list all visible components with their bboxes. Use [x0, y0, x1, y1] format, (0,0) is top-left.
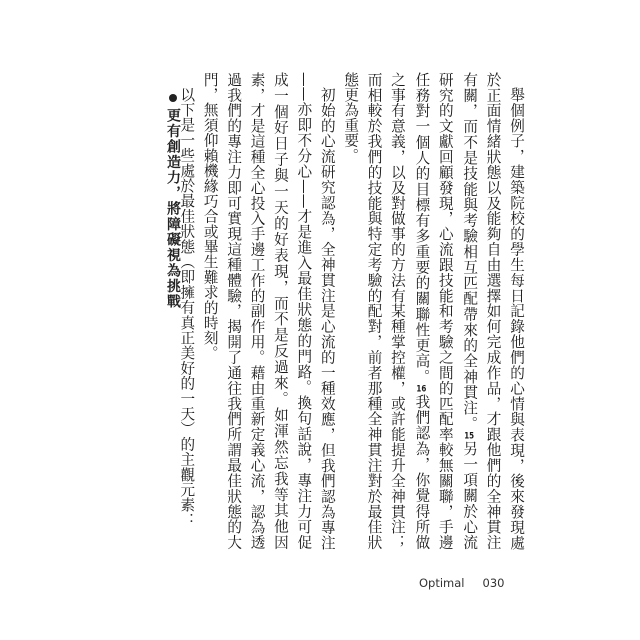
paragraph-2-part-3: 才是進入最佳狀態的門路。換句話說，專注力可促成一個好日子與一天的好表現，而不是反過來。如渾然忘我等其他因素，才是這種全心投入手邊工作的副作用。藉由重新定義心流，認為透過我們的專注力即可實現這種體驗，揭開了通往我們所謂最佳狀態的大門，無須仰賴機緣巧合或畢生難求的時刻。 [201, 72, 313, 551]
body-text [175, 72, 528, 550]
paragraph-2 [198, 72, 338, 550]
footnote-marker-15: 15 [464, 431, 475, 441]
em-dash-1: —— [295, 72, 313, 102]
paragraph-1-part-3: 我們認為，你覺得所做之事有意義，以及對做事的方法有某種掌控權，或許能提升全神貫注；而相較於我們的技能與特定考驗的配對，前者那種全神貫注對於最佳狀態更為重要。 [342, 72, 431, 550]
em-dash-2: —— [295, 179, 313, 209]
paragraph-1-part-2: 另一項關於心流研究的文獻回顧發現，心流跟技能和考驗之間的匹配率較無關聯，手邊任務對一個人的目標有多重要的關聯性更高。 [413, 72, 479, 550]
heading-text: 更有創造力，將障礙視為挑戰 [165, 108, 181, 310]
paragraph-2-part-2: 亦即不分心 [295, 101, 313, 180]
page-number: 030 [482, 576, 505, 590]
paragraph-3: 以下是一些處於最佳狀態（即擁有真正美好的一天）的主觀元素： [178, 86, 196, 528]
bullet-heading [163, 94, 183, 310]
book-title: Optimal [419, 576, 465, 590]
bullet-icon [169, 94, 177, 102]
footnote-marker-16: 16 [416, 384, 427, 394]
paragraph-1-part-1: 舉個例子，建築院校的學生每日記錄他們的心情與表現，後來發現處於正面情緒狀態以及能夠自由選擇如何完成作品，才跟他們的全神貫注有關，而不是技能與考驗相互匹配帶來的全神貫注。 [461, 72, 525, 550]
page-footer [419, 576, 504, 590]
paragraph-1 [339, 72, 528, 550]
paragraph-2-part-1: 初始的心流研究認為，全神貫注是心流的一種效應，但我們認為專注 [318, 86, 336, 550]
